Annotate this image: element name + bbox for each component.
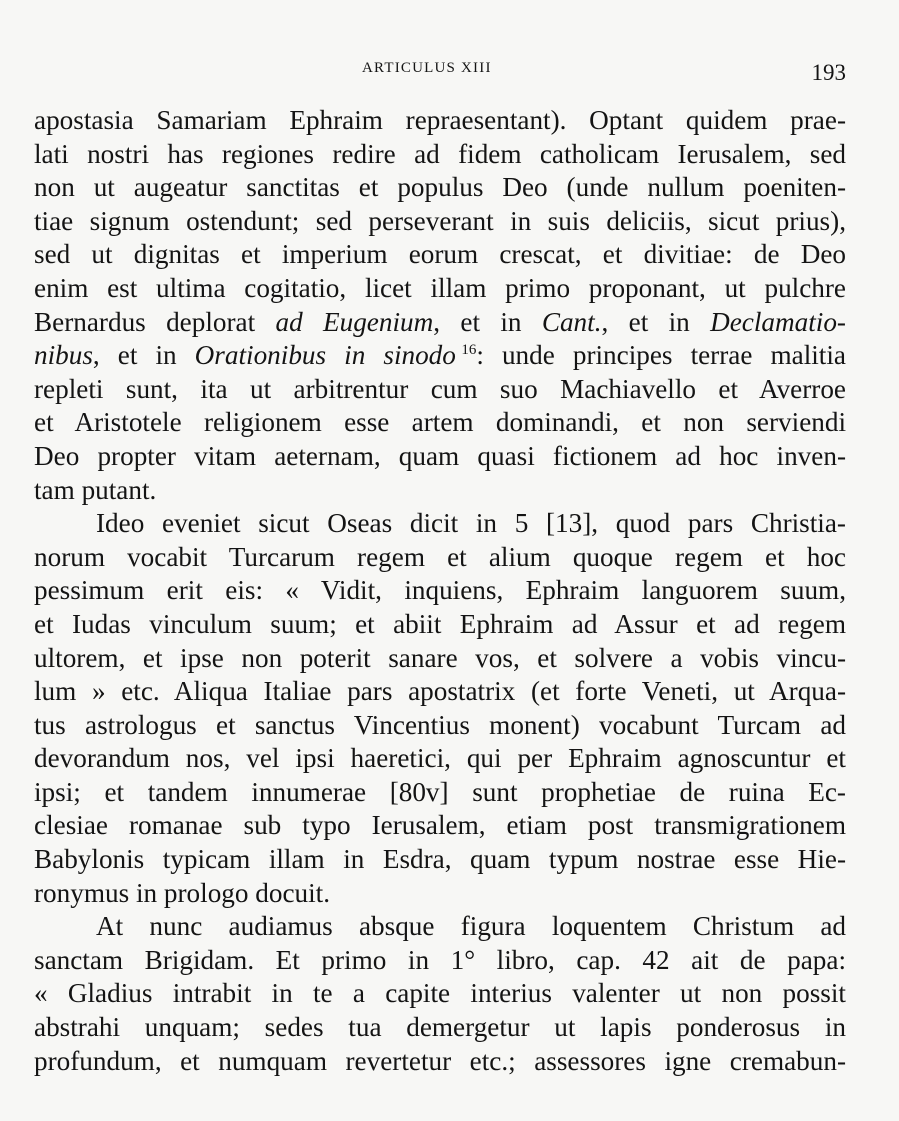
italic-title: Declamatio- <box>710 306 846 337</box>
text-run: , et in <box>433 306 542 337</box>
text-line: norum vocabit Turcarum regem et alium quoque regem et hoc <box>34 541 846 572</box>
page-number: 193 <box>811 60 846 85</box>
text-line: non ut augeatur sanctitas et populus Deo (unde nullum poeniten- <box>34 172 846 203</box>
text-run: , et in <box>601 306 711 337</box>
text-line <box>34 339 846 373</box>
text-line: lati nostri has regiones redire ad fidem catholicam Ierusalem, sed <box>34 138 846 169</box>
text-line: sanctam Brigidam. Et primo in 1° libro, cap. 42 ait de papa: <box>34 944 846 975</box>
text-line: ronymus in prologo docuit. <box>34 877 331 908</box>
text-line <box>34 306 846 340</box>
text-line: ultorem, et ipse non poterit sanare vos, et solvere a vobis vincu- <box>34 642 846 673</box>
text-line: clesiae romanae sub typo Ierusalem, etiam post transmigrationem <box>34 810 846 841</box>
text-line: et Aristotele religionem esse artem dominandi, et non serviendi <box>34 407 846 438</box>
text-run: : unde principes terrae malitia <box>476 340 846 371</box>
text-line: ipsi; et tandem innumerae [80v] sunt prophetiae de ruina Ec- <box>34 776 846 807</box>
running-head <box>34 56 846 86</box>
running-head-title: ARTICULUS XIII <box>362 60 492 76</box>
text-line: devorandum nos, vel ipsi haeretici, qui per Ephraim agnoscuntur et <box>34 743 846 774</box>
text-line: pessimum erit eis: « Vidit, inquiens, Ephraim languorem suum, <box>34 575 846 606</box>
text-line: abstrahi unquam; sedes tua demergetur ut lapis ponderosus in <box>34 1012 846 1043</box>
italic-title: Cant. <box>541 306 602 337</box>
text-line: « Gladius intrabit in te a capite interius valenter ut non possit <box>34 978 846 1009</box>
italic-title: ad Eugenium <box>275 306 434 337</box>
text-line: Deo propter vitam aeternam, quam quasi fictionem ad hoc inven- <box>34 440 846 471</box>
text-line: enim est ultima cogitatio, licet illam primo proponant, ut pulchre <box>34 272 846 303</box>
text-line: tiae signum ostendunt; sed perseverant in suis deliciis, sicut prius), <box>34 205 846 236</box>
text-line: tam putant. <box>34 474 157 505</box>
text-line: Babylonis typicam illam in Esdra, quam typum nostrae esse Hie- <box>34 844 846 875</box>
text-line: et Iudas vinculum suum; et abiit Ephraim ad Assur et ad regem <box>34 608 846 639</box>
text-line: tus astrologus et sanctus Vincentius monent) vocabunt Turcam ad <box>34 709 846 740</box>
text-line: apostasia Samariam Ephraim repraesentant). Optant quidem prae- <box>34 105 846 135</box>
body-text <box>34 104 846 1078</box>
italic-title: Orationibus in sinodo <box>194 340 456 371</box>
text-line: Ideo eveniet sicut Oseas dicit in 5 [13], quod pars Christia- <box>96 508 846 539</box>
text-line: repleti sunt, ita ut arbitrentur cum suo Machiavello et Averroe <box>34 373 846 404</box>
text-line: lum » etc. Aliqua Italiae pars apostatrix (et forte Veneti, ut Arqua- <box>34 676 846 707</box>
footnote-ref: 16 <box>461 342 477 359</box>
text-line: At nunc audiamus absque figura loquentem Christum ad <box>96 911 846 942</box>
text-line: profundum, et numquam revertetur etc.; assessores igne cremabun- <box>34 1045 846 1076</box>
italic-title: nibus <box>34 340 93 371</box>
text-run: , et in <box>92 340 195 371</box>
text-run: Bernardus deplorat <box>34 306 276 337</box>
text-line: sed ut dignitas et imperium eorum crescat, et divitiae: de Deo <box>34 239 846 270</box>
